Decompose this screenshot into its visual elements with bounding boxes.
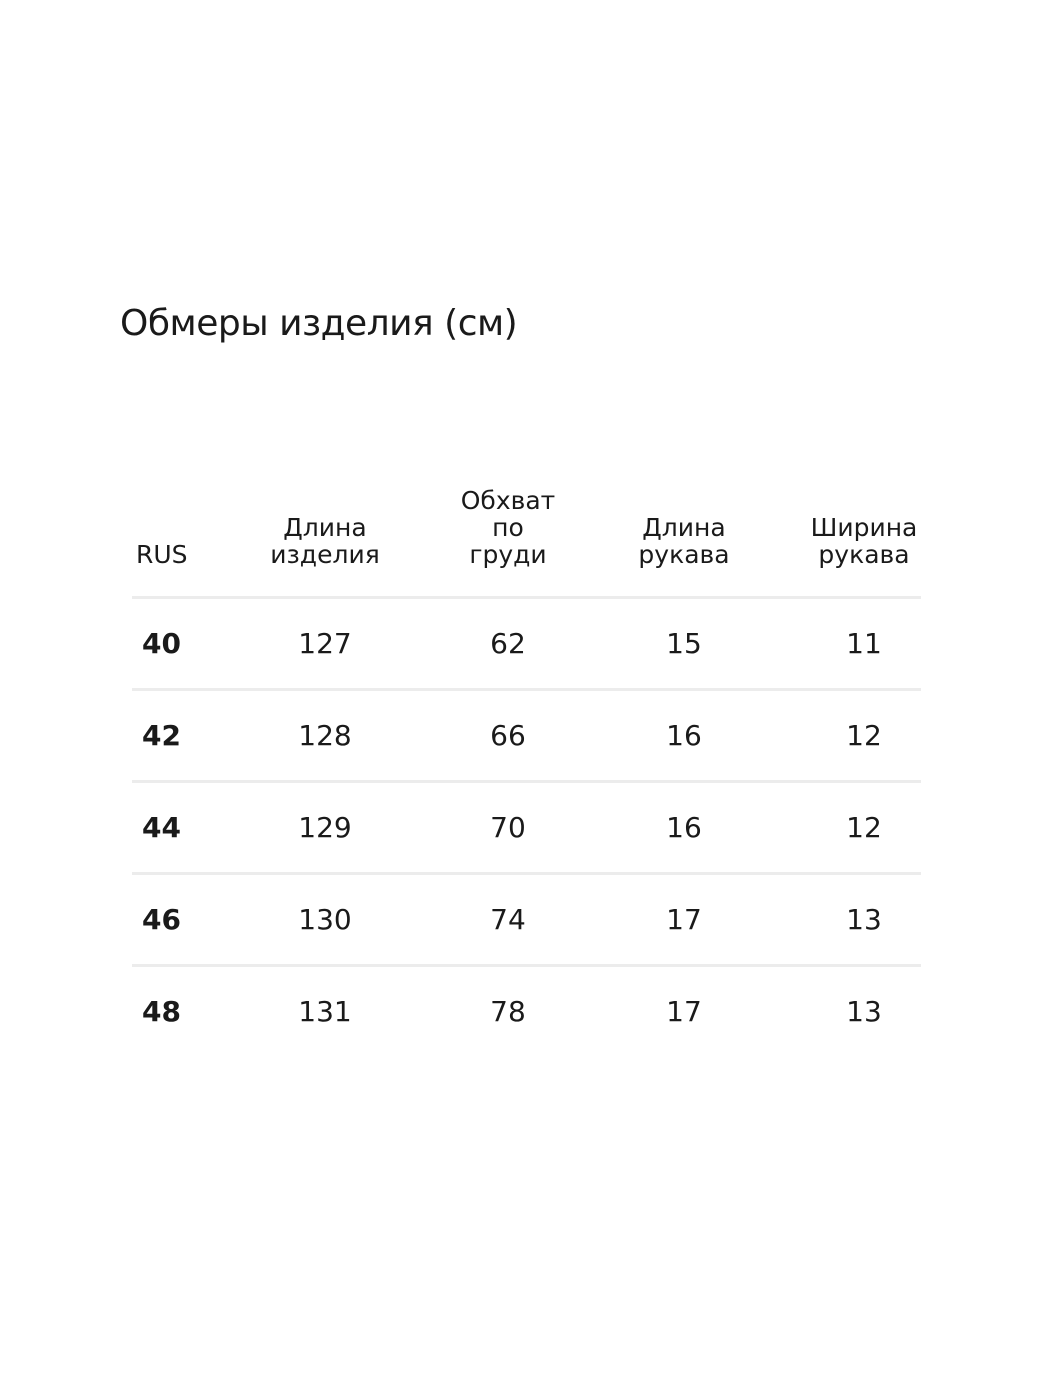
sleeve-length-cell: 17 — [666, 995, 702, 1028]
page-title: Обмеры изделия (см) — [120, 303, 518, 344]
sleeve-length-cell: 16 — [666, 719, 702, 752]
table-row — [132, 783, 921, 875]
chest-cell: 74 — [490, 903, 526, 936]
chest-cell: 78 — [490, 995, 526, 1028]
length-cell: 131 — [298, 995, 352, 1028]
size-cell: 40 — [142, 627, 181, 660]
header-sleeve-length: Длина рукава — [638, 513, 730, 569]
sleeve-width-cell: 13 — [846, 995, 882, 1028]
table-row — [132, 875, 921, 967]
length-cell: 128 — [298, 719, 352, 752]
table-row — [132, 691, 921, 783]
chest-cell: 62 — [490, 627, 526, 660]
length-cell: 127 — [298, 627, 352, 660]
sleeve-length-cell: 15 — [666, 627, 702, 660]
length-cell: 130 — [298, 903, 352, 936]
sleeve-width-cell: 11 — [846, 627, 882, 660]
sleeve-width-cell: 12 — [846, 811, 882, 844]
header-length: Длина изделия — [270, 513, 380, 569]
header-rus: RUS — [136, 540, 188, 569]
length-cell: 129 — [298, 811, 352, 844]
table-header-row — [132, 478, 921, 599]
size-cell: 48 — [142, 995, 181, 1028]
sleeve-length-cell: 17 — [666, 903, 702, 936]
chest-cell: 66 — [490, 719, 526, 752]
sleeve-length-cell: 16 — [666, 811, 702, 844]
sleeve-width-cell: 13 — [846, 903, 882, 936]
sleeve-width-cell: 12 — [846, 719, 882, 752]
table-row — [132, 967, 921, 1056]
header-chest: Обхват по груди — [460, 486, 556, 569]
size-cell: 46 — [142, 903, 181, 936]
size-cell: 42 — [142, 719, 181, 752]
chest-cell: 70 — [490, 811, 526, 844]
size-cell: 44 — [142, 811, 181, 844]
header-sleeve-width: Ширина рукава — [810, 513, 918, 569]
table-row — [132, 599, 921, 691]
size-table — [132, 478, 921, 1056]
